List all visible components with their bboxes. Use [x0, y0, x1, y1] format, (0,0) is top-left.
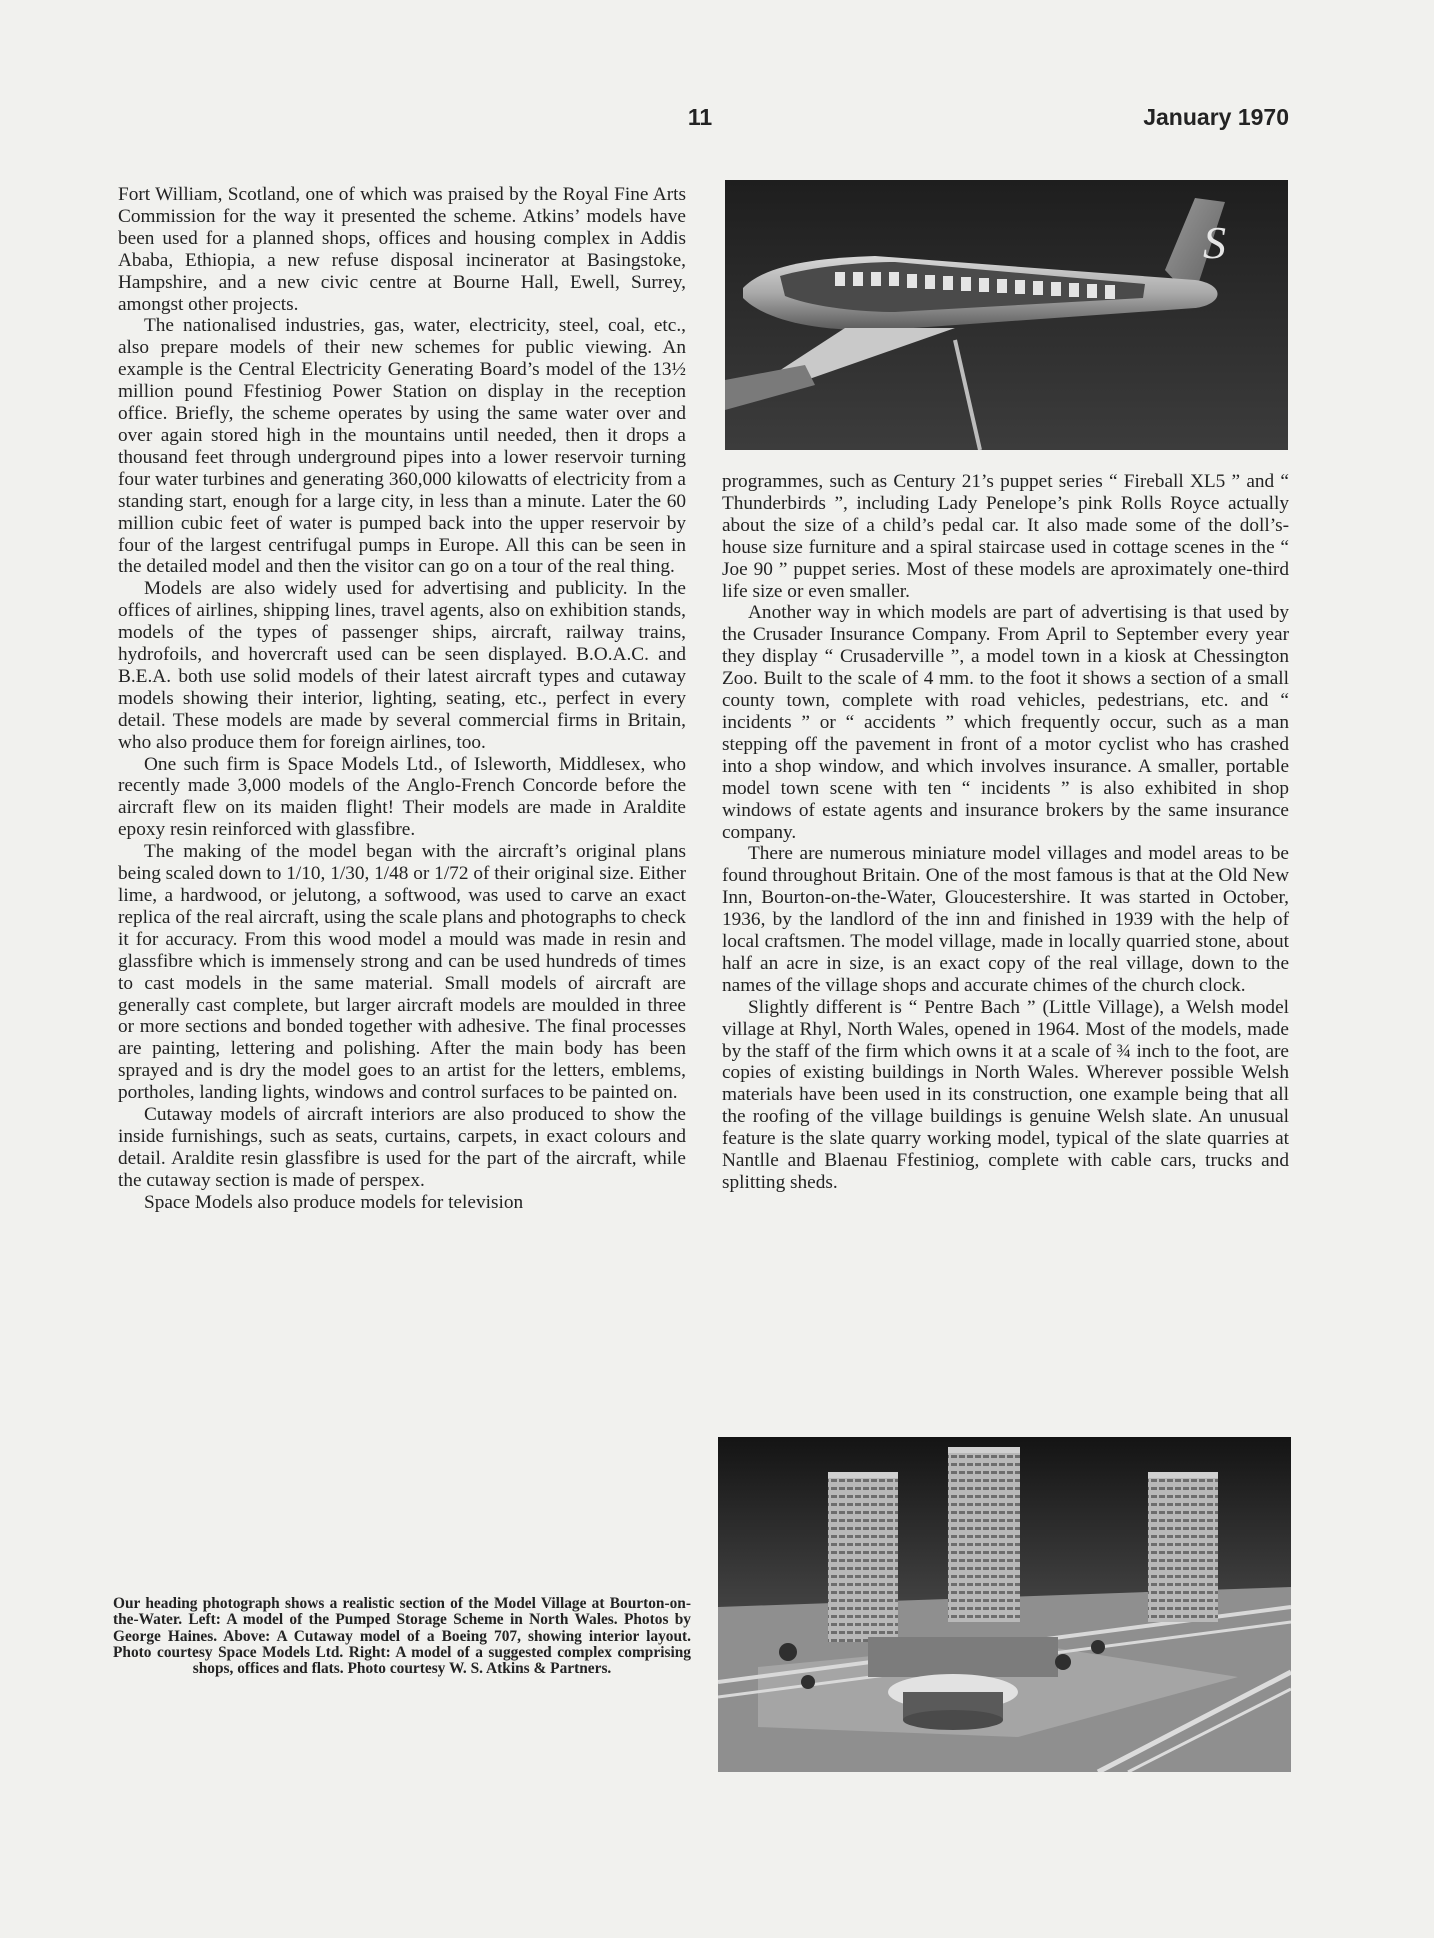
- paragraph: The nationalised industries, gas, water, electricity, steel, coal, etc., also prepare models of their new schemes for public viewing. An example is the Central Electricity Generating Board’s model of the 13½ million pound Ffestiniog Power Station on display in the reception office. Briefly, the scheme operates by using the same water over and over again stored high in the mountains until needed, then it drops a thousand feet through underground pipes into a lower reservoir turning four water turbines and generating 360,000 kilowatts of electricity from a standing start, enough for a large city, in less than a minute. Later the 60 million cubic feet of water is pumped back into the upper reservoir by four of the largest centrifugal pumps in Europe. All this can be seen in the detailed model and then the visitor can go on a tour of the real thing.: [118, 315, 686, 578]
- tail-logo-letter: S: [1203, 217, 1226, 268]
- paragraph: Slightly different is “ Pentre Bach ” (Little Village), a Welsh model village at Rhyl, North Wales, opened in 1964. Most of the models, made by the staff of the firm which owns it at a scale of ¾ inch to the foot, are copies of existing buildings in North Wales. Wherever possible Welsh materials have been used in its construction, one example being that all the roofing of the village buildings is genuine Welsh slate. An unusual feature is the slate quarry working model, typical of the slate quarries at Nantlle and Blaenau Ffestiniog, complete with cable cars, trucks and splitting sheds.: [722, 996, 1289, 1193]
- paragraph: programmes, such as Century 21’s puppet series “ Fireball XL5 ” and “ Thunderbirds ”, including Lady Penelope’s pink Rolls Royce actually about the size of a child’s pedal car. It also made some of the doll’s-house size furniture and a spiral staircase used in cottage scenes in the “ Joe 90 ” puppet series. Most of these models are aproximately one-third life size or even smaller.: [722, 471, 1289, 602]
- paragraph: One such firm is Space Models Ltd., of Isleworth, Middlesex, who recently made 3,000 models of the Anglo-French Concorde before the aircraft flew on its maiden flight! Their models are made in Araldite epoxy resin reinforced with glassfibre.: [118, 753, 686, 841]
- left-column: [118, 184, 686, 1214]
- photo-caption: Our heading photograph shows a realistic section of the Model Village at Bourton-on-the-Water. Left: A model of the Pumped Storage Scheme in North Wales. Photos by George Haines. Above: A Cutaway model of a Boeing 707, showing interior layout. Photo courtesy Space Models Ltd. Right: A model of a suggested complex comprising shops, offices and flats. Photo courtesy W. S. Atkins & Partners.: [113, 1595, 691, 1678]
- paragraph: Fort William, Scotland, one of which was praised by the Royal Fine Arts Commission for the way it presented the scheme. Atkins’ models have been used for a planned shops, offices and housing complex in Addis Ababa, Ethiopia, a new refuse disposal incinerator at Basingstoke, Hampshire, and a new civic centre at Bourne Hall, Ewell, Surrey, amongst other projects.: [118, 184, 686, 315]
- page-number: 11: [687, 104, 713, 130]
- paragraph: Space Models also produce models for television: [144, 1191, 524, 1213]
- paragraph: The making of the model began with the aircraft’s original plans being scaled down to 1/10, 1/30, 1/48 or 1/72 of their original size. Either lime, a hardwood, or jelutong, a softwood, was used to carve an exact replica of the real aircraft, using the scale plans and photographs to check it for accuracy. From this wood model a mould was made in resin and glassfibre which is immensely strong and can be used hundreds of times to cast models in the same material. Small models of aircraft are generally cast complete, but larger aircraft models are moulded in three or more sections and bonded together with adhesive. The final processes are painting, lettering and polishing. After the main body has been sprayed and is dry the model goes to an artist for the letters, emblems, portholes, landing lights, windows and control surfaces to be painted on.: [118, 841, 686, 1104]
- paragraph: Models are also widely used for advertising and publicity. In the offices of airlines, shipping lines, travel agents, also on exhibition stands, models of the types of passenger ships, aircraft, railway trains, hydrofoils, and hovercraft used can be seen displayed. B.O.A.C. and B.E.A. both use solid models of their latest aircraft types and cutaway models showing their interior, lighting, seating, etc., perfect in every detail. These models are made by several commercial firms in Britain, who also produce them for foreign airlines, too.: [118, 578, 686, 753]
- paragraph: There are numerous miniature model villages and model areas to be found throughout Britain. One of the most famous is that at the Old New Inn, Bourton-on-the-Water, Gloucestershire. It was started in October, 1936, by the landlord of the inn and finished in 1939 with the help of local craftsmen. The model village, made in locally quarried stone, about half an acre in size, is an exact copy of the real village, down to the names of the village shops and accurate chimes of the church clock.: [722, 843, 1289, 996]
- cutaway-aircraft-photo: [725, 180, 1288, 450]
- issue-date: January 1970: [1143, 104, 1289, 130]
- building-complex-model-photo: [718, 1437, 1291, 1772]
- right-column: [722, 471, 1289, 1194]
- paragraph: Cutaway models of aircraft interiors are also produced to show the inside furnishings, such as seats, curtains, carpets, in exact colours and detail. Araldite resin glassfibre is used for the part of the aircraft, while the cutaway section is made of perspex.: [118, 1104, 686, 1191]
- paragraph: Another way in which models are part of advertising is that used by the Crusader Insurance Company. From April to September every year they display “ Crusaderville ”, a model town in a kiosk at Chessington Zoo. Built to the scale of 4 mm. to the foot it shows a section of a small county town, complete with road vehicles, pedestrians, etc. and “ incidents ” or “ accidents ” which frequently occur, such as a man stepping off the pavement in front of a motor cyclist who has crashed into a shop window, and which involves insurance. A smaller, portable model town scene with ten “ incidents ” is also exhibited in shop windows of estate agents and insurance brokers by the same insurance company.: [722, 602, 1289, 843]
